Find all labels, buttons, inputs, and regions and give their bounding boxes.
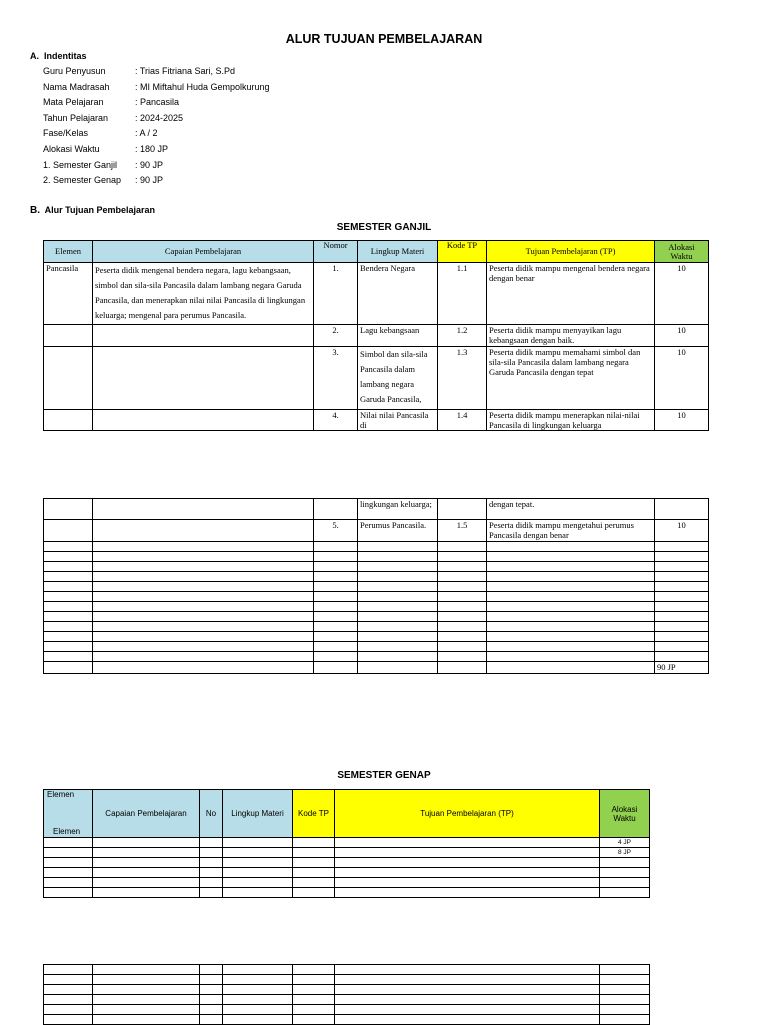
empty-cell <box>487 632 655 642</box>
empty-cell <box>200 985 223 995</box>
empty-cell <box>93 602 314 612</box>
empty-cell <box>44 652 93 662</box>
cell-kode: 1.4 <box>438 410 487 431</box>
table-row <box>44 325 709 347</box>
empty-cell <box>487 552 655 562</box>
empty-cell <box>44 878 93 888</box>
empty-cell <box>358 652 438 662</box>
identity-label: 1. Semester Ganjil <box>43 159 118 170</box>
genap-continued-rows <box>44 965 650 1025</box>
empty-cell <box>358 642 438 652</box>
identity-label: Tahun Pelajaran <box>43 112 109 123</box>
empty-cell <box>438 592 487 602</box>
empty-cell <box>600 1005 650 1015</box>
empty-cell <box>293 995 335 1005</box>
identity-label: 2. Semester Genap <box>43 175 122 186</box>
header-kode-tp: Kode TP <box>293 790 335 838</box>
cell-elemen: Pancasila <box>44 263 93 325</box>
empty-cell <box>655 622 709 632</box>
section-b-marker: B. <box>30 205 40 216</box>
empty-cell <box>487 572 655 582</box>
table-row <box>44 838 650 848</box>
empty-cell <box>44 612 93 622</box>
empty-cell <box>93 582 314 592</box>
header-elemen: Elemen <box>44 241 93 263</box>
empty-cell <box>93 1015 200 1025</box>
empty-cell <box>93 878 200 888</box>
empty-cell <box>44 1015 93 1025</box>
empty-cell <box>44 562 93 572</box>
empty-cell <box>44 965 93 975</box>
cell-kode: 1.3 <box>438 347 487 410</box>
empty-cell <box>358 622 438 632</box>
empty-cell <box>200 975 223 985</box>
empty-cell <box>223 1015 293 1025</box>
empty-cell <box>487 622 655 632</box>
identity-value: : 180 JP <box>135 143 169 154</box>
cell-kode: 1.2 <box>438 325 487 347</box>
empty-cell <box>93 1005 200 1015</box>
empty-cell <box>335 858 600 868</box>
empty-cell <box>335 985 600 995</box>
empty-cell <box>655 562 709 572</box>
identity-list <box>43 64 270 189</box>
empty-cell <box>438 572 487 582</box>
section-a-label: Indentitas <box>44 51 87 61</box>
cell-no: 5. <box>314 520 358 542</box>
table-row <box>44 562 709 572</box>
identity-value: : A / 2 <box>135 128 158 139</box>
table-row <box>44 848 650 858</box>
empty-cell <box>358 612 438 622</box>
empty-cell <box>314 632 358 642</box>
page-title: ALUR TUJUAN PEMBELAJARAN <box>285 32 483 46</box>
empty-cell <box>293 1015 335 1025</box>
table-row <box>44 410 709 431</box>
empty-cell <box>655 612 709 622</box>
empty-cell <box>44 582 93 592</box>
empty-cell <box>438 552 487 562</box>
cell-capaian: Peserta didik mengenal bendera negara, lagu kebangsaan, simbol dan sila-sila Pancasila dalam lambang negara Garuda Pancasila, dan menerapkan nilai nilai Pancasila di lingkungan keluarga; mengenal para perumus Pancasila. <box>93 263 314 325</box>
cell-waktu: 10 <box>655 263 709 325</box>
cell-materi: lingkungan keluarga; <box>358 499 438 520</box>
ganjil-table-continued <box>43 498 709 674</box>
empty-cell <box>44 985 93 995</box>
empty-cell <box>223 965 293 975</box>
header-tujuan: Tujuan Pembelajaran (TP) <box>335 790 600 838</box>
empty-cell <box>600 995 650 1005</box>
empty-cell <box>487 542 655 552</box>
empty-cell <box>314 652 358 662</box>
empty-cell <box>314 572 358 582</box>
empty-cell <box>438 642 487 652</box>
empty-cell <box>358 592 438 602</box>
ganjil-header-row <box>44 241 709 263</box>
identity-row <box>43 126 270 142</box>
empty-cell <box>93 542 314 552</box>
identity-row <box>43 158 270 174</box>
empty-cell <box>93 622 314 632</box>
empty-cell <box>44 642 93 652</box>
empty-cell <box>335 975 600 985</box>
empty-cell <box>93 652 314 662</box>
empty-cell <box>438 612 487 622</box>
cell-materi: Simbol dan sila-sila Pancasila dalam lambang negara Garuda Pancasila, <box>358 347 438 410</box>
empty-cell <box>293 858 335 868</box>
empty-cell <box>93 888 200 898</box>
empty-cell <box>358 542 438 552</box>
cell-total: 90 JP <box>655 662 709 674</box>
cell-no: 2. <box>314 325 358 347</box>
empty-cell <box>293 975 335 985</box>
header-elemen-bottom: Elemen <box>53 827 81 836</box>
empty-cell <box>314 642 358 652</box>
header-nomor: Nomor <box>314 241 358 263</box>
header-lingkup: Lingkup Materi <box>358 241 438 263</box>
header-alokasi: Alokasi Waktu <box>600 790 650 838</box>
table-row <box>44 1005 650 1015</box>
empty-cell <box>314 562 358 572</box>
empty-cell <box>600 1015 650 1025</box>
header-tujuan: Tujuan Pembelajaran (TP) <box>487 241 655 263</box>
total-row <box>44 662 709 674</box>
header-capaian: Capaian Pembelajaran <box>93 241 314 263</box>
empty-cell <box>655 602 709 612</box>
empty-cell <box>93 642 314 652</box>
genap-empty-rows <box>44 858 650 898</box>
cell-tp: dengan tepat. <box>487 499 655 520</box>
empty-cell <box>223 995 293 1005</box>
empty-cell <box>314 542 358 552</box>
identity-row <box>43 142 270 158</box>
empty-cell <box>44 572 93 582</box>
header-no: No <box>200 790 223 838</box>
empty-cell <box>200 878 223 888</box>
cell-alokasi: 4 JP <box>600 838 650 848</box>
semester-genap-title: SEMESTER GENAP <box>337 770 431 781</box>
empty-cell <box>200 995 223 1005</box>
empty-cell <box>44 975 93 985</box>
empty-cell <box>487 592 655 602</box>
section-b-heading <box>30 205 155 216</box>
cell-kode: 1.1 <box>438 263 487 325</box>
empty-cell <box>93 572 314 582</box>
empty-cell <box>44 592 93 602</box>
empty-cell <box>335 995 600 1005</box>
section-b-label: Alur Tujuan Pembelajaran <box>44 205 156 215</box>
table-row <box>44 652 709 662</box>
identity-value: : MI Miftahul Huda Gempolkurung <box>135 81 270 92</box>
empty-cell <box>655 632 709 642</box>
empty-cell <box>358 602 438 612</box>
identity-label: Mata Pelajaran <box>43 97 104 108</box>
genap-table-continued <box>43 964 650 1025</box>
empty-cell <box>93 965 200 975</box>
table-row <box>44 347 709 410</box>
table-row <box>44 868 650 878</box>
empty-cell <box>655 572 709 582</box>
table-row <box>44 552 709 562</box>
empty-cell <box>358 562 438 572</box>
identity-label: Fase/Kelas <box>43 128 89 139</box>
cell-waktu: 10 <box>655 520 709 542</box>
identity-label: Nama Madrasah <box>43 81 110 92</box>
empty-cell <box>438 542 487 552</box>
empty-cell <box>200 888 223 898</box>
empty-cell <box>358 572 438 582</box>
identity-row <box>43 111 270 127</box>
empty-cell <box>600 965 650 975</box>
table-row <box>44 995 650 1005</box>
empty-cell <box>93 632 314 642</box>
empty-cell <box>438 602 487 612</box>
section-a-heading <box>30 51 87 61</box>
empty-cell <box>335 878 600 888</box>
empty-cell <box>293 888 335 898</box>
empty-cell <box>600 878 650 888</box>
identity-label: Alokasi Waktu <box>43 143 100 154</box>
empty-cell <box>44 888 93 898</box>
header-elemen-top: Elemen <box>47 790 75 799</box>
identity-row <box>43 80 270 96</box>
empty-cell <box>200 858 223 868</box>
empty-cell <box>358 632 438 642</box>
cell-alokasi: 8 JP <box>600 848 650 858</box>
table-row <box>44 582 709 592</box>
empty-cell <box>223 985 293 995</box>
cell-materi: Nilai nilai Pancasila di <box>358 410 438 431</box>
empty-cell <box>93 975 200 985</box>
empty-cell <box>655 552 709 562</box>
empty-cell <box>44 552 93 562</box>
identity-value: : Pancasila <box>135 97 180 108</box>
empty-cell <box>314 552 358 562</box>
empty-cell <box>293 878 335 888</box>
identity-label: Guru Penyusun <box>43 66 106 76</box>
empty-cell <box>93 562 314 572</box>
identity-row <box>43 64 270 80</box>
table-row <box>44 985 650 995</box>
table-row <box>44 858 650 868</box>
identity-row <box>43 173 270 189</box>
empty-cell <box>358 582 438 592</box>
empty-cell <box>200 868 223 878</box>
empty-cell <box>314 592 358 602</box>
empty-cell <box>93 995 200 1005</box>
empty-cell <box>335 1005 600 1015</box>
empty-cell <box>335 888 600 898</box>
empty-cell <box>93 592 314 602</box>
identity-value: : 2024-2025 <box>135 112 184 123</box>
cell-kode: 1.5 <box>438 520 487 542</box>
empty-cell <box>93 985 200 995</box>
empty-cell <box>44 622 93 632</box>
genap-table <box>43 789 650 898</box>
empty-cell <box>358 552 438 562</box>
empty-cell <box>44 542 93 552</box>
empty-cell <box>223 975 293 985</box>
identity-value: : Trias Fitriana Sari, S.Pd <box>135 66 236 76</box>
table-row <box>44 572 709 582</box>
cell-tp: Peserta didik mampu mengetahui perumus Pancasila dengan benar <box>487 520 655 542</box>
empty-cell <box>93 868 200 878</box>
table-row <box>44 1015 650 1025</box>
cell-waktu: 10 <box>655 347 709 410</box>
table-row <box>44 592 709 602</box>
cell-tp: Peserta didik mampu memahami simbol dan sila-sila Pancasila dalam lambang negara Garuda Pancasila dengan tepat <box>487 347 655 410</box>
table-row <box>44 520 709 542</box>
table-row <box>44 975 650 985</box>
empty-cell <box>487 602 655 612</box>
empty-cell <box>335 868 600 878</box>
empty-cell <box>223 888 293 898</box>
empty-cell <box>655 642 709 652</box>
semester-ganjil-title: SEMESTER GANJIL <box>336 222 432 233</box>
identity-value: : 90 JP <box>135 175 164 186</box>
table-row <box>44 612 709 622</box>
header-capaian: Capaian Pembelajaran <box>93 790 200 838</box>
cell-no: 3. <box>314 347 358 410</box>
empty-cell <box>335 1015 600 1025</box>
cell-waktu: 10 <box>655 410 709 431</box>
cell-tp: Peserta didik mampu menerapkan nilai-nilai Pancasila di lingkungan keluarga <box>487 410 655 431</box>
empty-cell <box>200 1005 223 1015</box>
empty-cell <box>487 612 655 622</box>
empty-cell <box>438 582 487 592</box>
table-row <box>44 602 709 612</box>
table-row <box>44 263 709 325</box>
cell-materi: Lagu kebangsaan <box>358 325 438 347</box>
empty-cell <box>600 985 650 995</box>
table-row <box>44 878 650 888</box>
genap-header-row <box>44 790 650 838</box>
table-row <box>44 888 650 898</box>
empty-cell <box>293 868 335 878</box>
header-lingkup: Lingkup Materi <box>223 790 293 838</box>
empty-cell <box>223 1005 293 1015</box>
header-alokasi: Alokasi Waktu <box>655 241 709 263</box>
empty-cell <box>223 868 293 878</box>
cell-no: 1. <box>314 263 358 325</box>
empty-cell <box>655 652 709 662</box>
table-row <box>44 542 709 552</box>
empty-cell <box>44 995 93 1005</box>
empty-cell <box>93 858 200 868</box>
empty-cell <box>200 1015 223 1025</box>
table-row <box>44 499 709 520</box>
cell-waktu: 10 <box>655 325 709 347</box>
empty-cell <box>600 858 650 868</box>
header-kode-tp: Kode TP <box>438 241 487 263</box>
empty-cell <box>487 652 655 662</box>
identity-row <box>43 95 270 111</box>
empty-cell <box>314 612 358 622</box>
empty-cell <box>600 888 650 898</box>
empty-cell <box>487 562 655 572</box>
table-row <box>44 622 709 632</box>
empty-cell <box>223 858 293 868</box>
empty-cell <box>223 878 293 888</box>
identity-value: : 90 JP <box>135 159 164 170</box>
empty-cell <box>200 965 223 975</box>
empty-cell <box>44 868 93 878</box>
cell-tp: Peserta didik mampu mengenal bendera negara dengan benar <box>487 263 655 325</box>
empty-cell <box>335 965 600 975</box>
empty-cell <box>93 612 314 622</box>
ganjil-table <box>43 240 709 431</box>
empty-cell <box>438 652 487 662</box>
empty-cell <box>655 592 709 602</box>
empty-cell <box>314 582 358 592</box>
ganjil-empty-rows <box>44 542 709 662</box>
empty-cell <box>487 642 655 652</box>
header-elemen <box>44 790 93 838</box>
empty-cell <box>293 965 335 975</box>
empty-cell <box>314 602 358 612</box>
empty-cell <box>438 632 487 642</box>
empty-cell <box>438 622 487 632</box>
cell-materi: Perumus Pancasila. <box>358 520 438 542</box>
cell-no: 4. <box>314 410 358 431</box>
empty-cell <box>314 622 358 632</box>
empty-cell <box>655 582 709 592</box>
empty-cell <box>600 868 650 878</box>
empty-cell <box>44 1005 93 1015</box>
empty-cell <box>293 985 335 995</box>
section-a-marker: A. <box>30 51 39 61</box>
empty-cell <box>438 562 487 572</box>
empty-cell <box>44 602 93 612</box>
table-row <box>44 632 709 642</box>
empty-cell <box>293 1005 335 1015</box>
empty-cell <box>655 542 709 552</box>
empty-cell <box>600 975 650 985</box>
empty-cell <box>44 858 93 868</box>
cell-materi: Bendera Negara <box>358 263 438 325</box>
empty-cell <box>487 582 655 592</box>
empty-cell <box>93 552 314 562</box>
cell-tp: Peserta didik mampu menyayikan lagu kebangsaan dengan baik. <box>487 325 655 347</box>
empty-cell <box>44 632 93 642</box>
table-row <box>44 965 650 975</box>
table-row <box>44 642 709 652</box>
